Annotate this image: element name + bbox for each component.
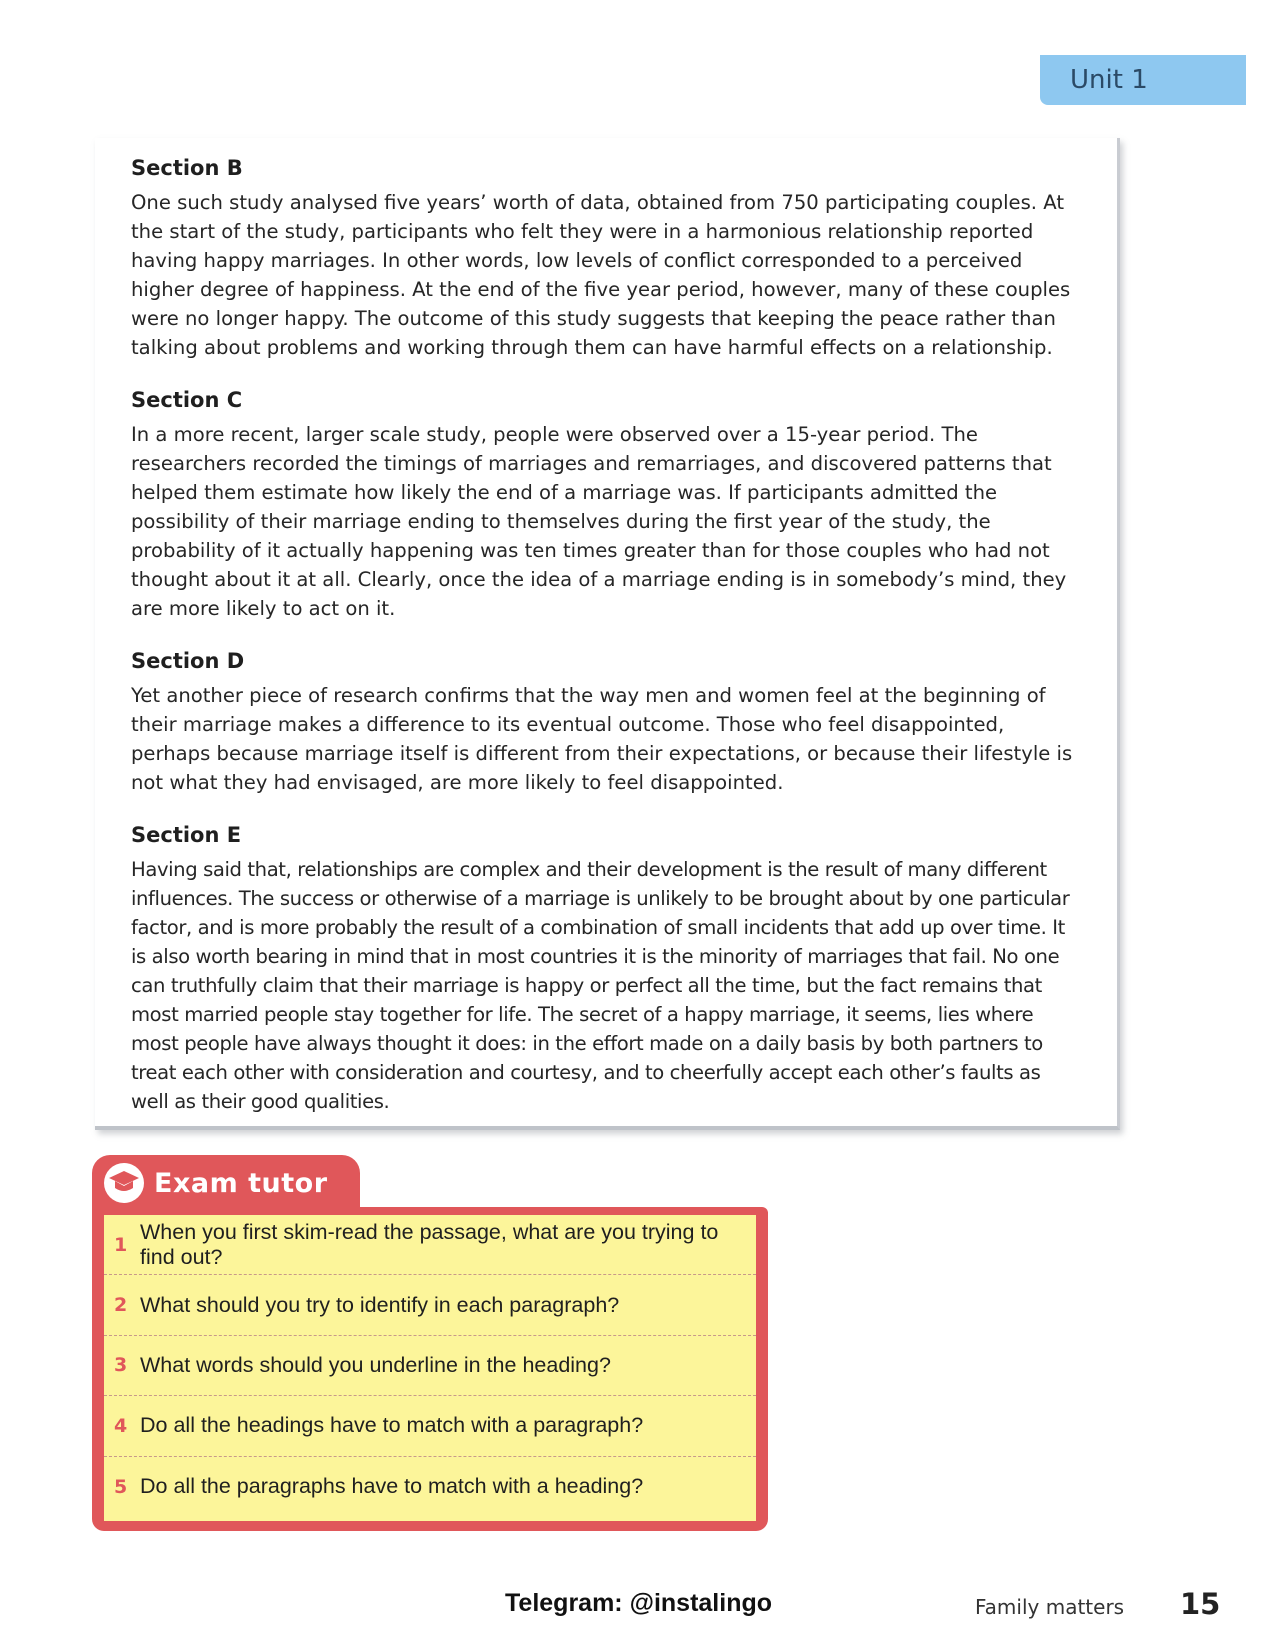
- section-d: [131, 649, 1077, 797]
- exam-question: [104, 1336, 756, 1396]
- question-number: 1: [114, 1233, 128, 1256]
- section-e: [131, 823, 1077, 1116]
- question-number: 3: [114, 1354, 128, 1377]
- section-body: One such study analysed five years’ worth of data, obtained from 750 participating couples. At the start of the study, participants who felt they were in a harmonious relationship reported having happy marriages. In other words, low levels of conflict corresponded to a perceived higher degree of happiness. At the end of the five year period, however, many of these couples were no longer happy. The outcome of this study suggests that keeping the peace rather than talking about problems and working through them can have harmful effects on a relationship.: [131, 191, 1071, 359]
- question-text: When you first skim-read the passage, what are you trying to find out?: [140, 1219, 719, 1269]
- question-number: 2: [114, 1294, 128, 1317]
- question-text: Do all the headings have to match with a paragraph?: [140, 1413, 644, 1438]
- section-b: [131, 156, 1077, 362]
- unit-label: Unit 1: [1070, 65, 1148, 95]
- page-number: 15: [1180, 1587, 1221, 1621]
- exam-tutor-box: [92, 1207, 768, 1531]
- question-text: Do all the paragraphs have to match with a heading?: [140, 1474, 644, 1499]
- section-body: Yet another piece of research confirms that the way men and women feel at the beginning of their marriage makes a difference to its eventual outcome. Those who feel disappointed, perhaps because marriage itself is different from their expectations, or because their lifestyle is not what they had envisaged, are more likely to feel disappointed.: [131, 684, 1073, 794]
- exam-question: [104, 1396, 756, 1456]
- section-heading: Section B: [131, 156, 243, 180]
- question-number: 5: [114, 1475, 128, 1498]
- exam-question: [104, 1215, 756, 1275]
- exam-tutor-list: [104, 1215, 756, 1521]
- exam-tutor-header: [92, 1155, 360, 1211]
- section-heading: Section E: [131, 823, 242, 847]
- exam-question: [104, 1275, 756, 1335]
- section-heading: Section D: [131, 649, 245, 673]
- question-number: 4: [114, 1414, 128, 1437]
- graduation-cap-icon: [104, 1163, 144, 1203]
- telegram-credit: Telegram: @instalingo: [505, 1589, 773, 1617]
- unit-tab: [1040, 55, 1246, 105]
- section-body: In a more recent, larger scale study, people were observed over a 15-year period. The researchers recorded the timings of marriages and remarriages, and discovered patterns that helped them estimate how likely the end of a marriage was. If participants admitted the possibility of their marriage ending to themselves during the first year of the study, the probability of it actually happening was ten times greater than for those couples who had not thought about it at all. Clearly, once the idea of a marriage ending is in somebody’s mind, they are more likely to act on it.: [131, 423, 1067, 620]
- question-text: What should you try to identify in each paragraph?: [140, 1292, 620, 1317]
- exam-question: [104, 1457, 756, 1517]
- unit-name: Family matters: [975, 1595, 1125, 1619]
- section-heading: Section C: [131, 388, 243, 412]
- section-body: Having said that, relationships are complex and their development is the result of many different influences. The success or otherwise of a marriage is unlikely to be brought about by one particular factor, and is more probably the result of a combination of small incidents that add up over time. It is also worth bearing in mind that in most countries it is the minority of marriages that fail. No one can truthfully claim that their marriage is happy or perfect all the time, but the fact remains that most married people stay together for life. The secret of a happy marriage, it seems, lies where most people have always thought it does: in the effort made on a daily basis by both partners to treat each other with consideration and courtesy, and to cheerfully accept each other’s faults as well as their good qualities.: [131, 858, 1070, 1113]
- exam-tutor-title: Exam tutor: [154, 1167, 328, 1199]
- section-c: [131, 388, 1077, 623]
- question-text: What words should you underline in the heading?: [140, 1352, 611, 1377]
- reading-passage-panel: [95, 138, 1120, 1130]
